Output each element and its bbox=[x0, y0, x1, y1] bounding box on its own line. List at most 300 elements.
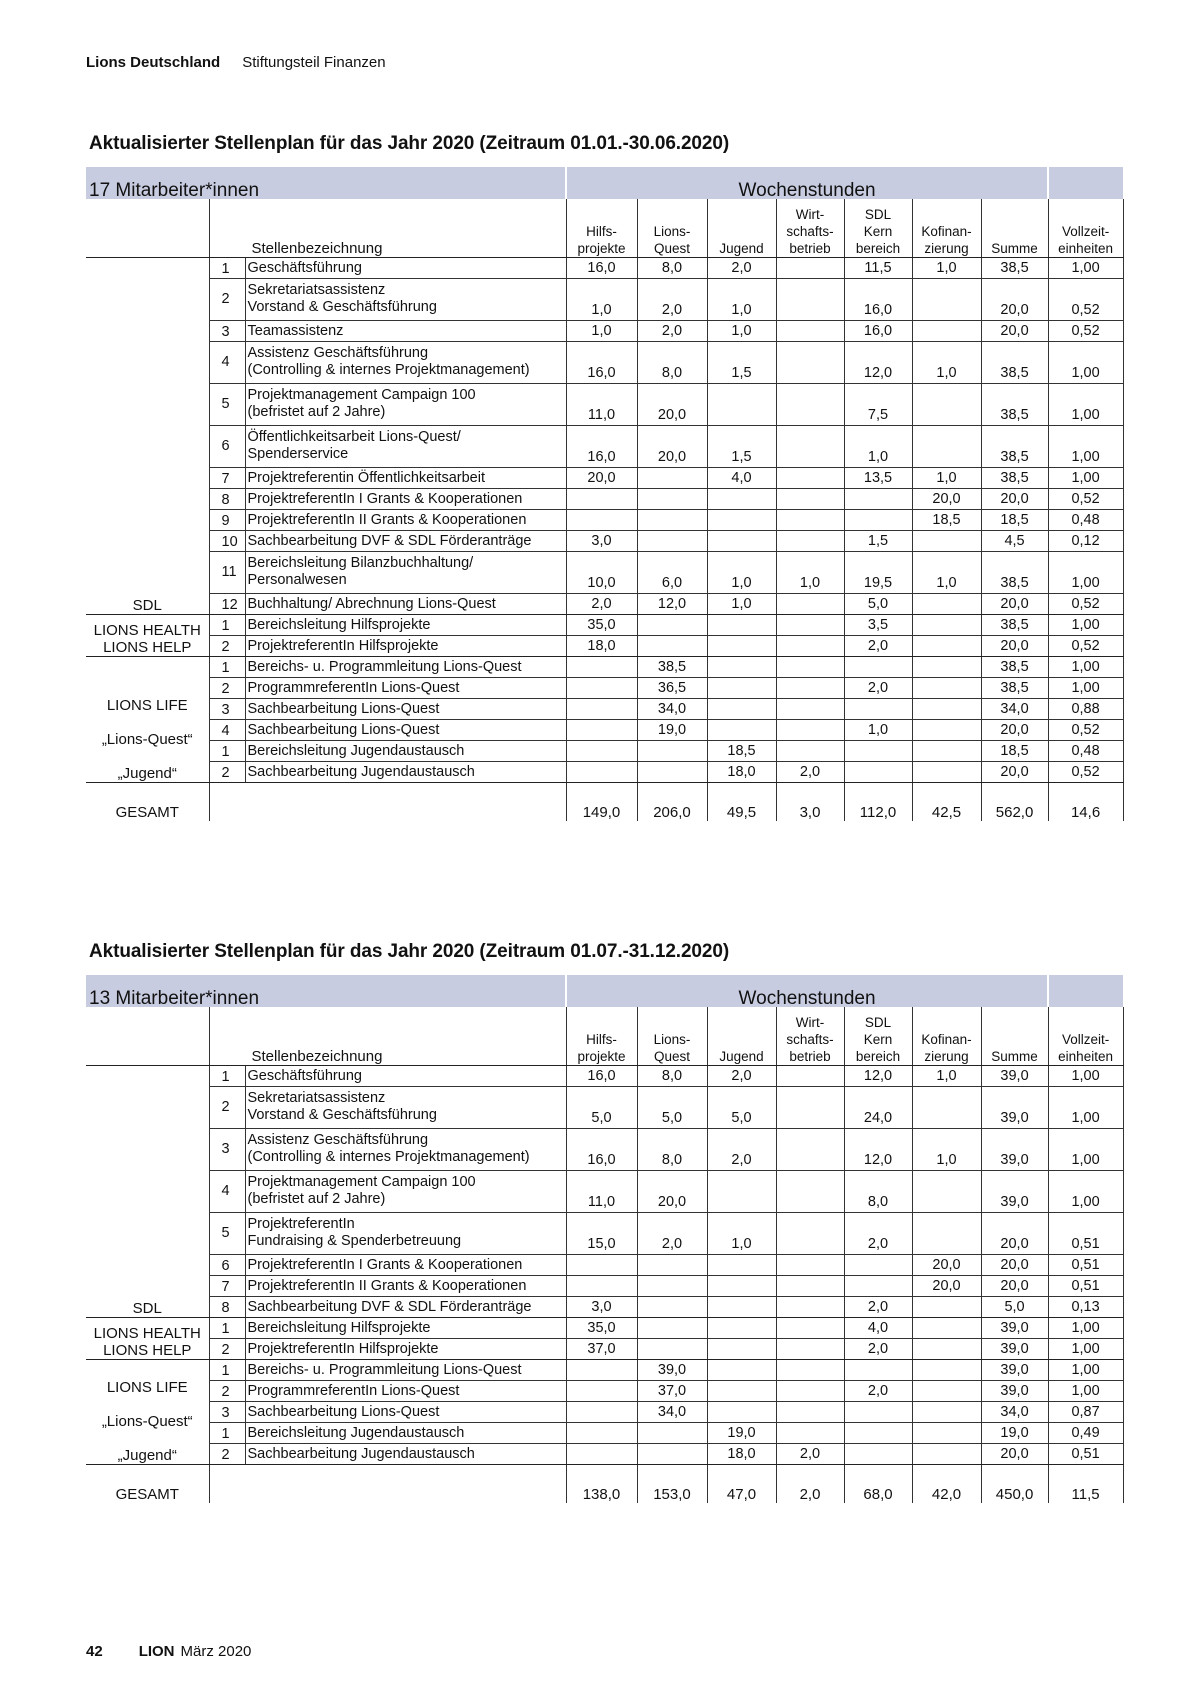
value-c8: 1,00 bbox=[1048, 426, 1123, 468]
total-c8: 11,5 bbox=[1048, 1465, 1123, 1504]
column-header-c8: Vollzeit- einheiten bbox=[1048, 1007, 1123, 1066]
page-header bbox=[86, 54, 386, 71]
value-c8: 1,00 bbox=[1048, 1318, 1123, 1339]
column-header-c5: SDL Kern bereich bbox=[844, 199, 912, 258]
value-c3 bbox=[707, 657, 776, 678]
value-c5 bbox=[844, 1444, 912, 1465]
value-c5: 8,0 bbox=[844, 1171, 912, 1213]
issue-date: März 2020 bbox=[180, 1643, 252, 1660]
value-c6: 1,0 bbox=[912, 1066, 981, 1087]
row-number: 5 bbox=[209, 1213, 245, 1255]
total-c4: 3,0 bbox=[776, 783, 844, 822]
value-c5: 12,0 bbox=[844, 342, 912, 384]
value-c1: 16,0 bbox=[566, 1066, 637, 1087]
value-c6 bbox=[912, 678, 981, 699]
table-row bbox=[86, 1255, 1123, 1276]
position-title: Geschäftsführung bbox=[245, 258, 566, 279]
table-row bbox=[86, 657, 1123, 678]
group-label: SDL bbox=[86, 1066, 209, 1318]
value-c6 bbox=[912, 1213, 981, 1255]
value-c8: 0,48 bbox=[1048, 510, 1123, 531]
table-row bbox=[86, 1087, 1123, 1129]
value-c2 bbox=[637, 615, 707, 636]
value-c2: 38,5 bbox=[637, 657, 707, 678]
table-row bbox=[86, 1066, 1123, 1087]
value-c7: 39,0 bbox=[981, 1129, 1048, 1171]
value-c8: 1,00 bbox=[1048, 552, 1123, 594]
value-c7: 5,0 bbox=[981, 1297, 1048, 1318]
row-number: 8 bbox=[209, 489, 245, 510]
row-number: 2 bbox=[209, 636, 245, 657]
value-c5: 2,0 bbox=[844, 678, 912, 699]
value-c8: 1,00 bbox=[1048, 1129, 1123, 1171]
value-c5: 13,5 bbox=[844, 468, 912, 489]
value-c4 bbox=[776, 531, 844, 552]
position-title: ProjektreferentIn II Grants & Kooperationen bbox=[245, 1276, 566, 1297]
column-header-c1: Hilfs- projekte bbox=[566, 1007, 637, 1066]
value-c8: 1,00 bbox=[1048, 1171, 1123, 1213]
value-c5: 19,5 bbox=[844, 552, 912, 594]
value-c3: 2,0 bbox=[707, 1066, 776, 1087]
value-c4 bbox=[776, 1402, 844, 1423]
position-title: Sachbearbeitung DVF & SDL Förderanträge bbox=[245, 531, 566, 552]
group-label: LIONS LIFE „Lions-Quest“ „Jugend“ bbox=[86, 657, 209, 783]
position-title: Öffentlichkeitsarbeit Lions-Quest/ Spenderservice bbox=[245, 426, 566, 468]
value-c5: 12,0 bbox=[844, 1129, 912, 1171]
position-title: Geschäftsführung bbox=[245, 1066, 566, 1087]
value-c2: 20,0 bbox=[637, 426, 707, 468]
value-c3: 1,0 bbox=[707, 279, 776, 321]
position-title: ProjektreferentIn II Grants & Kooperationen bbox=[245, 510, 566, 531]
value-c8: 0,51 bbox=[1048, 1444, 1123, 1465]
value-c6 bbox=[912, 636, 981, 657]
value-c1 bbox=[566, 510, 637, 531]
value-c2 bbox=[637, 1297, 707, 1318]
value-c3: 1,0 bbox=[707, 594, 776, 615]
value-c3 bbox=[707, 1402, 776, 1423]
value-c8: 0,13 bbox=[1048, 1297, 1123, 1318]
value-c8: 0,52 bbox=[1048, 489, 1123, 510]
page-footer bbox=[86, 1643, 251, 1660]
value-c4 bbox=[776, 1255, 844, 1276]
row-number: 1 bbox=[209, 657, 245, 678]
value-c1 bbox=[566, 678, 637, 699]
value-c3: 5,0 bbox=[707, 1087, 776, 1129]
value-c1: 5,0 bbox=[566, 1087, 637, 1129]
value-c6 bbox=[912, 531, 981, 552]
value-c2: 2,0 bbox=[637, 1213, 707, 1255]
position-title: ProgrammreferentIn Lions-Quest bbox=[245, 678, 566, 699]
value-c7: 38,5 bbox=[981, 552, 1048, 594]
value-c6 bbox=[912, 1360, 981, 1381]
value-c8: 0,51 bbox=[1048, 1276, 1123, 1297]
value-c8: 0,52 bbox=[1048, 720, 1123, 741]
staff-plan-table-h1 bbox=[86, 167, 1124, 821]
value-c3 bbox=[707, 699, 776, 720]
column-header-c3: Jugend bbox=[707, 1007, 776, 1066]
value-c1: 35,0 bbox=[566, 615, 637, 636]
table-row bbox=[86, 1339, 1123, 1360]
value-c7: 39,0 bbox=[981, 1171, 1048, 1213]
total-c7: 450,0 bbox=[981, 1465, 1048, 1504]
position-title: ProjektreferentIn I Grants & Kooperationen bbox=[245, 489, 566, 510]
value-c4 bbox=[776, 489, 844, 510]
row-number: 2 bbox=[209, 1087, 245, 1129]
value-c7: 38,5 bbox=[981, 678, 1048, 699]
value-c5 bbox=[844, 741, 912, 762]
total-c3: 49,5 bbox=[707, 783, 776, 822]
value-c1: 3,0 bbox=[566, 1297, 637, 1318]
value-c6 bbox=[912, 1087, 981, 1129]
table-row bbox=[86, 1444, 1123, 1465]
table-row bbox=[86, 678, 1123, 699]
table-row bbox=[86, 720, 1123, 741]
value-c3 bbox=[707, 1255, 776, 1276]
value-c4 bbox=[776, 1276, 844, 1297]
table-row bbox=[86, 279, 1123, 321]
row-number: 8 bbox=[209, 1297, 245, 1318]
table-row bbox=[86, 741, 1123, 762]
value-c4 bbox=[776, 1129, 844, 1171]
position-title: Sekretariatsassistenz Vorstand & Geschäftsführung bbox=[245, 1087, 566, 1129]
table-row bbox=[86, 1381, 1123, 1402]
value-c8: 0,52 bbox=[1048, 321, 1123, 342]
total-c6: 42,0 bbox=[912, 1465, 981, 1504]
value-c3 bbox=[707, 1297, 776, 1318]
page-number: 42 bbox=[86, 1643, 103, 1660]
value-c2 bbox=[637, 1444, 707, 1465]
value-c3 bbox=[707, 510, 776, 531]
position-title: Sachbearbeitung Jugendaustausch bbox=[245, 1444, 566, 1465]
magazine-name: LION bbox=[138, 1643, 175, 1660]
row-number: 5 bbox=[209, 384, 245, 426]
value-c7: 38,5 bbox=[981, 342, 1048, 384]
column-header-c7: Summe bbox=[981, 199, 1048, 258]
value-c3: 4,0 bbox=[707, 468, 776, 489]
value-c4 bbox=[776, 1423, 844, 1444]
value-c4 bbox=[776, 321, 844, 342]
total-blank bbox=[209, 1465, 566, 1504]
total-c7: 562,0 bbox=[981, 783, 1048, 822]
value-c4 bbox=[776, 1066, 844, 1087]
value-c3 bbox=[707, 720, 776, 741]
value-c1: 37,0 bbox=[566, 1339, 637, 1360]
value-c5: 12,0 bbox=[844, 1066, 912, 1087]
value-c7: 20,0 bbox=[981, 1444, 1048, 1465]
value-c4: 1,0 bbox=[776, 552, 844, 594]
row-number: 2 bbox=[209, 762, 245, 783]
header-band bbox=[86, 975, 1123, 1007]
row-number: 2 bbox=[209, 1339, 245, 1360]
value-c7: 18,5 bbox=[981, 510, 1048, 531]
value-c8: 0,12 bbox=[1048, 531, 1123, 552]
value-c7: 20,0 bbox=[981, 762, 1048, 783]
value-c8: 0,48 bbox=[1048, 741, 1123, 762]
value-c2: 2,0 bbox=[637, 321, 707, 342]
value-c2: 8,0 bbox=[637, 258, 707, 279]
total-c1: 149,0 bbox=[566, 783, 637, 822]
column-header-row bbox=[86, 1007, 1123, 1066]
value-c1 bbox=[566, 1276, 637, 1297]
value-c1 bbox=[566, 741, 637, 762]
value-c8: 0,51 bbox=[1048, 1213, 1123, 1255]
value-c1: 16,0 bbox=[566, 1129, 637, 1171]
position-title: Bereichsleitung Jugendaustausch bbox=[245, 741, 566, 762]
value-c3: 18,0 bbox=[707, 762, 776, 783]
table-row bbox=[86, 1276, 1123, 1297]
value-c2: 6,0 bbox=[637, 552, 707, 594]
value-c8: 1,00 bbox=[1048, 615, 1123, 636]
row-number: 4 bbox=[209, 720, 245, 741]
total-label: GESAMT bbox=[86, 783, 209, 822]
value-c3 bbox=[707, 615, 776, 636]
value-c6 bbox=[912, 657, 981, 678]
value-c6 bbox=[912, 1318, 981, 1339]
table-row bbox=[86, 1129, 1123, 1171]
value-c3: 18,5 bbox=[707, 741, 776, 762]
value-c1: 18,0 bbox=[566, 636, 637, 657]
value-c2 bbox=[637, 1276, 707, 1297]
table-row bbox=[86, 1423, 1123, 1444]
position-title: ProgrammreferentIn Lions-Quest bbox=[245, 1381, 566, 1402]
value-c1: 11,0 bbox=[566, 1171, 637, 1213]
row-number: 7 bbox=[209, 468, 245, 489]
position-title: Bereichs- u. Programmleitung Lions-Quest bbox=[245, 657, 566, 678]
row-number: 1 bbox=[209, 741, 245, 762]
row-number: 3 bbox=[209, 1129, 245, 1171]
value-c5: 24,0 bbox=[844, 1087, 912, 1129]
value-c2: 37,0 bbox=[637, 1381, 707, 1402]
value-c6 bbox=[912, 594, 981, 615]
value-c3: 1,5 bbox=[707, 426, 776, 468]
column-header-label: Stellenbezeichnung bbox=[209, 199, 566, 258]
value-c6: 20,0 bbox=[912, 1255, 981, 1276]
value-c2: 20,0 bbox=[637, 384, 707, 426]
value-c5: 2,0 bbox=[844, 1297, 912, 1318]
table-row bbox=[86, 258, 1123, 279]
value-c2: 12,0 bbox=[637, 594, 707, 615]
value-c3: 1,0 bbox=[707, 1213, 776, 1255]
value-c7: 38,5 bbox=[981, 468, 1048, 489]
value-c5: 16,0 bbox=[844, 321, 912, 342]
value-c1 bbox=[566, 699, 637, 720]
table-row bbox=[86, 552, 1123, 594]
column-header-c4: Wirt- schafts- betrieb bbox=[776, 199, 844, 258]
hours-heading: Wochenstunden bbox=[566, 975, 1048, 1007]
value-c7: 38,5 bbox=[981, 258, 1048, 279]
value-c1 bbox=[566, 1381, 637, 1402]
row-number: 4 bbox=[209, 1171, 245, 1213]
band-spacer bbox=[1048, 167, 1123, 199]
position-title: Sachbearbeitung DVF & SDL Förderanträge bbox=[245, 1297, 566, 1318]
value-c4 bbox=[776, 1297, 844, 1318]
value-c3: 19,0 bbox=[707, 1423, 776, 1444]
column-header-c2: Lions- Quest bbox=[637, 1007, 707, 1066]
position-title: Sachbearbeitung Lions-Quest bbox=[245, 1402, 566, 1423]
value-c7: 20,0 bbox=[981, 489, 1048, 510]
row-number: 11 bbox=[209, 552, 245, 594]
value-c5 bbox=[844, 1423, 912, 1444]
position-title: ProjektreferentIn Hilfsprojekte bbox=[245, 636, 566, 657]
value-c4 bbox=[776, 279, 844, 321]
value-c8: 1,00 bbox=[1048, 678, 1123, 699]
value-c5: 16,0 bbox=[844, 279, 912, 321]
value-c5: 5,0 bbox=[844, 594, 912, 615]
value-c1: 16,0 bbox=[566, 258, 637, 279]
value-c1: 11,0 bbox=[566, 384, 637, 426]
row-number: 1 bbox=[209, 258, 245, 279]
value-c5 bbox=[844, 1255, 912, 1276]
value-c1 bbox=[566, 1444, 637, 1465]
position-title: Bereichsleitung Hilfsprojekte bbox=[245, 615, 566, 636]
value-c2 bbox=[637, 1339, 707, 1360]
value-c7: 39,0 bbox=[981, 1339, 1048, 1360]
value-c5: 11,5 bbox=[844, 258, 912, 279]
column-header-blank bbox=[86, 199, 209, 258]
table-row bbox=[86, 489, 1123, 510]
value-c6 bbox=[912, 1402, 981, 1423]
value-c2 bbox=[637, 636, 707, 657]
column-header-c2: Lions- Quest bbox=[637, 199, 707, 258]
value-c4 bbox=[776, 1171, 844, 1213]
value-c8: 1,00 bbox=[1048, 1360, 1123, 1381]
value-c7: 38,5 bbox=[981, 657, 1048, 678]
value-c3: 1,0 bbox=[707, 552, 776, 594]
table-row bbox=[86, 1171, 1123, 1213]
value-c7: 20,0 bbox=[981, 279, 1048, 321]
value-c4 bbox=[776, 1213, 844, 1255]
value-c6 bbox=[912, 615, 981, 636]
value-c3 bbox=[707, 678, 776, 699]
value-c1: 20,0 bbox=[566, 468, 637, 489]
position-title: Projektmanagement Campaign 100 (befristet auf 2 Jahre) bbox=[245, 384, 566, 426]
value-c7: 39,0 bbox=[981, 1381, 1048, 1402]
value-c8: 1,00 bbox=[1048, 1381, 1123, 1402]
value-c4 bbox=[776, 1087, 844, 1129]
row-number: 12 bbox=[209, 594, 245, 615]
row-number: 7 bbox=[209, 1276, 245, 1297]
position-title: Bereichsleitung Hilfsprojekte bbox=[245, 1318, 566, 1339]
value-c5: 1,0 bbox=[844, 720, 912, 741]
value-c1 bbox=[566, 1423, 637, 1444]
value-c4 bbox=[776, 468, 844, 489]
header-band bbox=[86, 167, 1123, 199]
position-title: Sekretariatsassistenz Vorstand & Geschäftsführung bbox=[245, 279, 566, 321]
position-title: Sachbearbeitung Lions-Quest bbox=[245, 720, 566, 741]
group-label: LIONS HEALTH LIONS HELP bbox=[86, 615, 209, 657]
total-c1: 138,0 bbox=[566, 1465, 637, 1504]
column-header-c4: Wirt- schafts- betrieb bbox=[776, 1007, 844, 1066]
value-c3 bbox=[707, 1381, 776, 1402]
table-row bbox=[86, 699, 1123, 720]
value-c7: 39,0 bbox=[981, 1360, 1048, 1381]
value-c1 bbox=[566, 1360, 637, 1381]
value-c2: 36,5 bbox=[637, 678, 707, 699]
value-c8: 0,88 bbox=[1048, 699, 1123, 720]
value-c6 bbox=[912, 321, 981, 342]
table-row bbox=[86, 342, 1123, 384]
value-c5 bbox=[844, 657, 912, 678]
total-c8: 14,6 bbox=[1048, 783, 1123, 822]
value-c2: 2,0 bbox=[637, 279, 707, 321]
value-c4 bbox=[776, 594, 844, 615]
value-c3 bbox=[707, 489, 776, 510]
value-c4 bbox=[776, 1339, 844, 1360]
value-c4 bbox=[776, 1318, 844, 1339]
value-c6 bbox=[912, 741, 981, 762]
value-c5: 2,0 bbox=[844, 1339, 912, 1360]
table-2-title: Aktualisierter Stellenplan für das Jahr 2020 (Zeitraum 01.07.-31.12.2020) bbox=[89, 941, 730, 962]
table-row bbox=[86, 426, 1123, 468]
value-c4 bbox=[776, 342, 844, 384]
value-c4 bbox=[776, 426, 844, 468]
value-c7: 20,0 bbox=[981, 1213, 1048, 1255]
value-c6 bbox=[912, 279, 981, 321]
value-c8: 1,00 bbox=[1048, 342, 1123, 384]
total-c5: 112,0 bbox=[844, 783, 912, 822]
value-c6: 20,0 bbox=[912, 489, 981, 510]
table-row bbox=[86, 594, 1123, 615]
value-c8: 1,00 bbox=[1048, 1339, 1123, 1360]
value-c2 bbox=[637, 1255, 707, 1276]
value-c2: 8,0 bbox=[637, 1129, 707, 1171]
value-c1: 16,0 bbox=[566, 426, 637, 468]
value-c1 bbox=[566, 1402, 637, 1423]
row-number: 9 bbox=[209, 510, 245, 531]
value-c6 bbox=[912, 699, 981, 720]
value-c1 bbox=[566, 489, 637, 510]
value-c3 bbox=[707, 1318, 776, 1339]
row-number: 6 bbox=[209, 426, 245, 468]
value-c4 bbox=[776, 657, 844, 678]
value-c3: 2,0 bbox=[707, 258, 776, 279]
position-title: Buchhaltung/ Abrechnung Lions-Quest bbox=[245, 594, 566, 615]
value-c6 bbox=[912, 1171, 981, 1213]
table-row bbox=[86, 1213, 1123, 1255]
column-header-c1: Hilfs- projekte bbox=[566, 199, 637, 258]
position-title: ProjektreferentIn Hilfsprojekte bbox=[245, 1339, 566, 1360]
table-row bbox=[86, 636, 1123, 657]
value-c5: 1,5 bbox=[844, 531, 912, 552]
group-label: SDL bbox=[86, 258, 209, 615]
value-c7: 20,0 bbox=[981, 720, 1048, 741]
value-c7: 18,5 bbox=[981, 741, 1048, 762]
value-c4 bbox=[776, 510, 844, 531]
value-c5: 4,0 bbox=[844, 1318, 912, 1339]
hours-heading: Wochenstunden bbox=[566, 167, 1048, 199]
position-title: Projektmanagement Campaign 100 (befristet auf 2 Jahre) bbox=[245, 1171, 566, 1213]
value-c4: 2,0 bbox=[776, 1444, 844, 1465]
value-c5 bbox=[844, 1402, 912, 1423]
column-header-c6: Kofinan- zierung bbox=[912, 199, 981, 258]
value-c6 bbox=[912, 762, 981, 783]
value-c4 bbox=[776, 699, 844, 720]
value-c1: 1,0 bbox=[566, 279, 637, 321]
value-c4: 2,0 bbox=[776, 762, 844, 783]
row-number: 3 bbox=[209, 1402, 245, 1423]
value-c8: 1,00 bbox=[1048, 1066, 1123, 1087]
value-c4 bbox=[776, 615, 844, 636]
table-row bbox=[86, 468, 1123, 489]
position-title: Assistenz Geschäftsführung (Controlling & internes Projektmanagement) bbox=[245, 1129, 566, 1171]
value-c2: 39,0 bbox=[637, 1360, 707, 1381]
position-title: Projektreferentin Öffentlichkeitsarbeit bbox=[245, 468, 566, 489]
total-blank bbox=[209, 783, 566, 822]
table-1-title: Aktualisierter Stellenplan für das Jahr 2020 (Zeitraum 01.01.-30.06.2020) bbox=[89, 133, 730, 154]
value-c7: 20,0 bbox=[981, 321, 1048, 342]
total-c4: 2,0 bbox=[776, 1465, 844, 1504]
value-c5 bbox=[844, 489, 912, 510]
